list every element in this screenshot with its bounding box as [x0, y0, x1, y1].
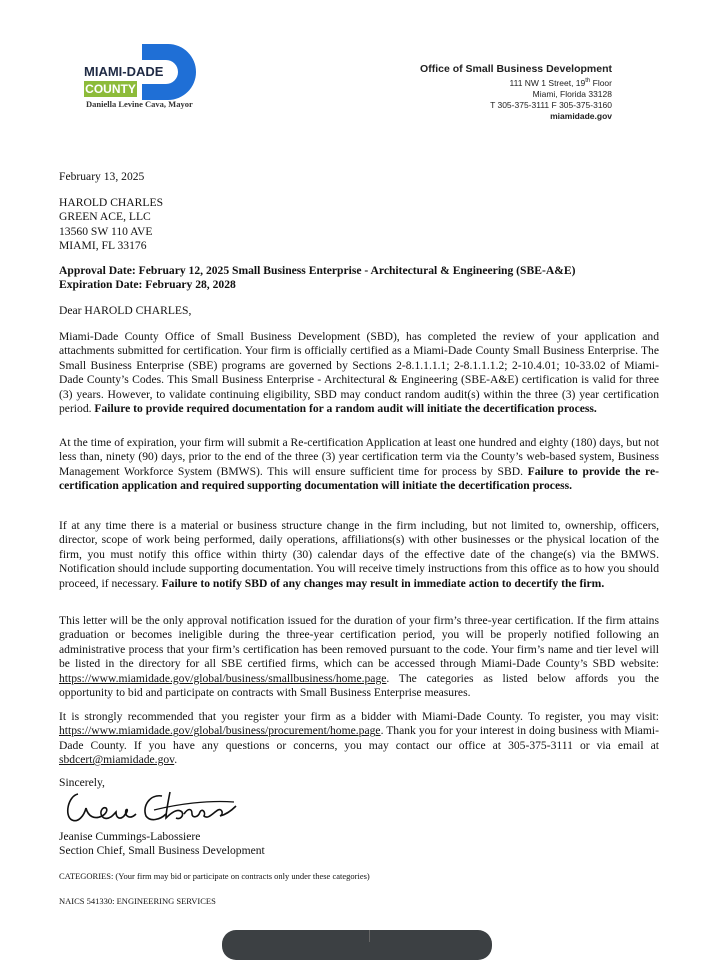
office-address-line2: Miami, Florida 33128	[532, 88, 612, 99]
paragraph-changes: If at any time there is a material or business structure change in the firm including, but not limited to, ownership, officers, director, scope of work being performed, daily operations, affiliations(s) with other businesses or the physical location of the firm, you must notify this office within thirty (30) calendar days of the effective date of the change(s) via the BMWS. Notification should include supporting documentation. You will receive timely instructions from this office as to how you should proceed, if necessary. Failure to notify SBD of any changes may result in immediate action to decertify the firm.	[59, 519, 659, 590]
expiration-date-line: Expiration Date: February 28, 2028	[59, 278, 236, 291]
paragraph-notification: This letter will be the only approval notification issued for the duration of your firm’s three-year certification. If the firm attains graduation or becomes ineligible during the three-year certification period, you will be properly notified following an administrative process that your firm’s certification has been removed pursuant to the code. Your firm’s name and tier level will be listed in the directory for all SBE certified firms, which can be accessed through Miami-Dade County’s SBD website: https://www.miamidade.gov/global/business/smallbusiness/home.page. The categories as listed below affords you the opportunity to bid and participate on contracts with Small Business Enterprise measures.	[59, 614, 659, 700]
toolbar-divider	[369, 930, 370, 942]
categories-note: CATEGORIES: (Your firm may bid or participate on contracts only under these categories)	[59, 871, 370, 881]
logo-text-line1: MIAMI-DADE	[84, 64, 164, 79]
recipient-line: GREEN ACE, LLC	[59, 210, 151, 224]
paragraph-recertification: At the time of expiration, your firm will submit a Re-certification Application at least one hundred and eighty (180) days, but not less than, ninety (90) days, prior to the end of the three (3) year certification term via the County’s web-based system, Business Management Workforce System (BMWS). This will ensure sufficient time for process by SBD. Failure to provide the re-certification application and required supporting documentation will initiate the decertification process.	[59, 436, 659, 493]
mayor-name: Daniella Levine Cava, Mayor	[86, 99, 193, 109]
paragraph-register: It is strongly recommended that you register your firm as a bidder with Miami-Dade County. To register, you may visit: https://www.miamidade.gov/global/business/procurement/home.page. Thank you for your interest in doing business with Miami-Dade County. If you have any questions or concerns, you may contact our office at 305-375-3111 or via email at sbdcert@miamidade.gov.	[59, 710, 659, 767]
sbd-website-link[interactable]: https://www.miamidade.gov/global/business/smallbusiness/home.page	[59, 671, 387, 685]
office-address-line1: 111 NW 1 Street, 19th Floor	[509, 77, 612, 88]
office-phone: T 305-375-3111 F 305-375-3160	[490, 99, 612, 110]
office-header	[420, 63, 612, 122]
recipient-line: MIAMI, FL 33176	[59, 239, 147, 253]
recipient-line: HAROLD CHARLES	[59, 196, 164, 209]
procurement-link[interactable]: https://www.miamidade.gov/global/business/procurement/home.page	[59, 724, 381, 738]
logo-text-line2: COUNTY	[85, 82, 136, 96]
handwritten-signature	[58, 786, 238, 832]
email-link[interactable]: sbdcert@miamidade.gov	[59, 753, 175, 767]
letter-date: February 13, 2025	[59, 170, 145, 183]
recipient-block	[59, 196, 659, 254]
office-website: miamidade.gov	[550, 110, 612, 121]
naics-category: NAICS 541330: ENGINEERING SERVICES	[59, 896, 216, 906]
viewer-toolbar[interactable]	[222, 930, 492, 960]
salutation: Dear HAROLD CHARLES,	[59, 304, 192, 317]
closing: Sincerely,	[59, 776, 105, 789]
office-title: Office of Small Business Development	[420, 63, 612, 75]
approval-date-line: Approval Date: February 12, 2025 Small Business Enterprise - Architectural & Engineering (SBE-A&E)	[59, 264, 576, 277]
signer-title: Section Chief, Small Business Development	[59, 844, 265, 857]
paragraph-certification: Miami-Dade County Office of Small Business Development (SBD), has completed the review of your application and attachments submitted for certification. Your firm is officially certified as a Miami-Dade County Small Business Enterprise. The Small Business Enterprise (SBE) programs are governed by Sections 2-8.1.1.1.1; 2-8.1.1.1.2; 2-10.4.01; 10-33.02 of Miami-Dade County’s Codes. This Small Business Enterprise - Architectural & Engineering (SBE-A&E) certification is valid for three (3) years. However, to validate continuing eligibility, SBD may conduct random audit(s) within the three (3) year certification period. Failure to provide required documentation for a random audit will initiate the decertification process.	[59, 330, 659, 416]
signer-name: Jeanise Cummings-Labossiere	[59, 830, 201, 843]
recipient-line: 13560 SW 110 AVE	[59, 224, 153, 238]
